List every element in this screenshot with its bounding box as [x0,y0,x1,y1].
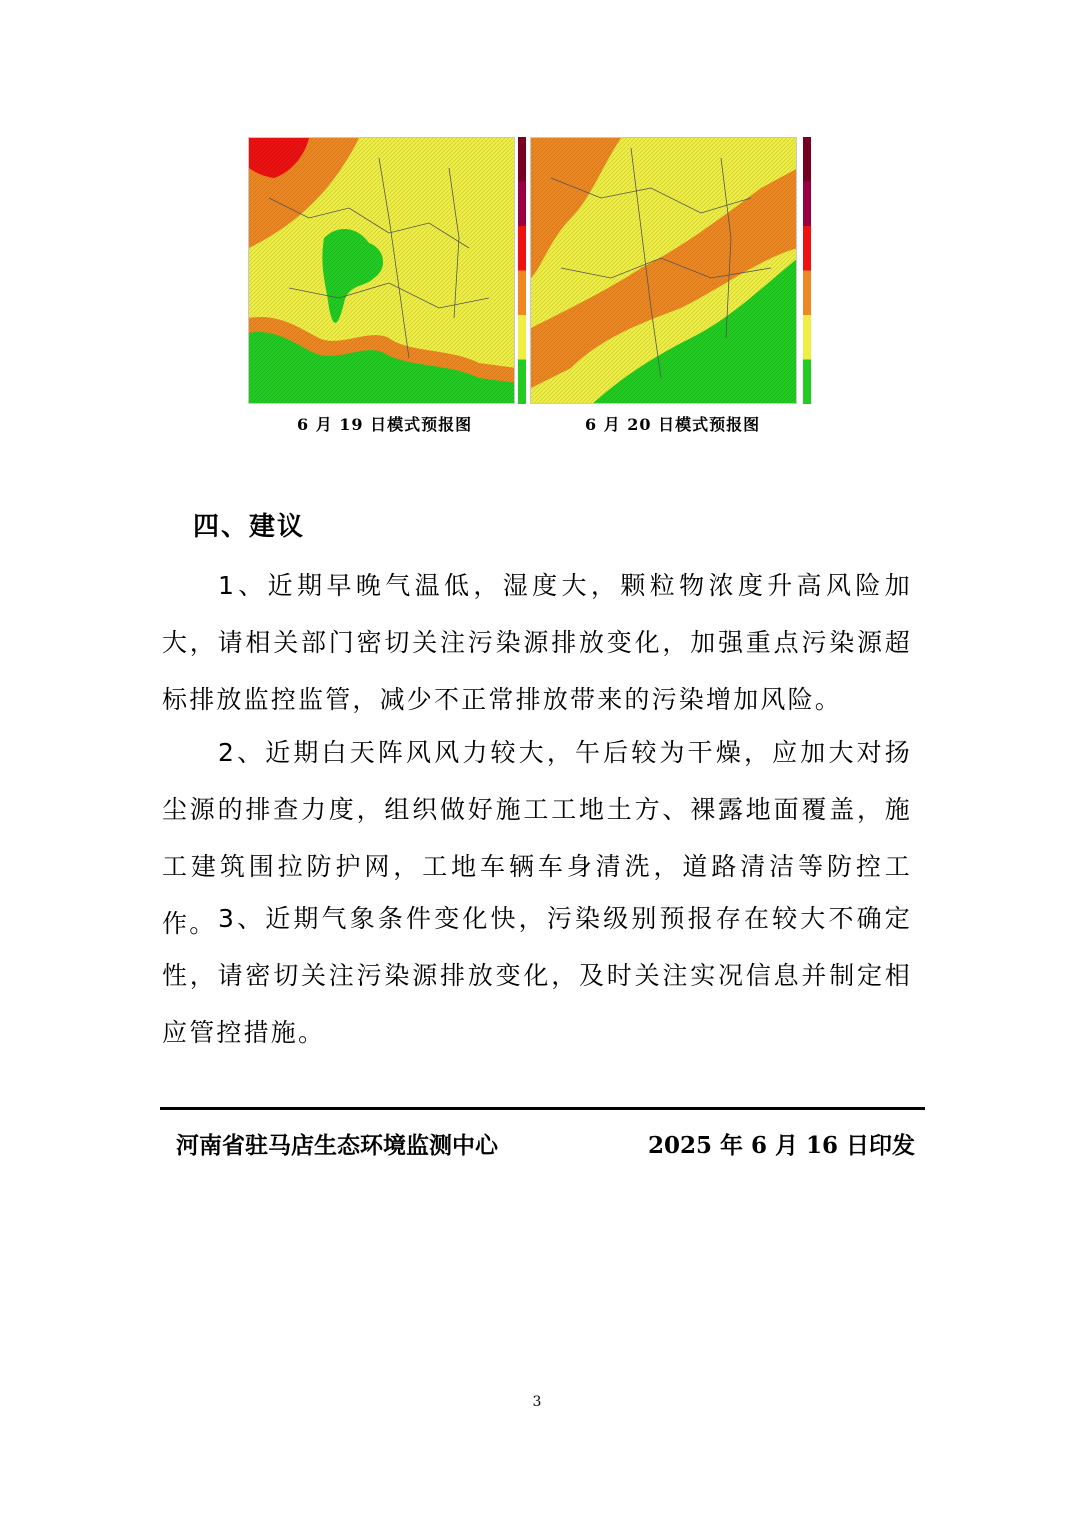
figure-caption: 6 月 20 日模式预报图 [585,415,761,434]
figure-caption: 6 月 19 日模式预报图 [297,415,473,434]
issue-date: 2025 年 6 月 16 日印发 [648,1132,916,1159]
recommendation-paragraph: 2、近期白天阵风风力较大，午后较为干燥，应加大对扬尘源的排查力度，组织做好施工工地土方、裸露地面覆盖，施工建筑围拉防护网，工地车辆车身清洗，道路清洁等防控工作。 [162,738,912,938]
page-number: 3 [532,1394,542,1410]
forecast-map-june-19 [248,137,515,404]
issuing-organization: 河南省驻马店生态环境监测中心 [176,1133,498,1159]
color-legend-bar [518,137,526,404]
color-legend-bar [803,137,811,404]
footer-divider [160,1107,925,1110]
recommendation-paragraph: 3、近期气象条件变化快，污染级别预报存在较大不确定性，请密切关注污染源排放变化，及时关注实况信息并制定相应管控措施。 [162,904,912,1047]
forecast-map-june-20 [530,137,797,404]
section-heading: 四、建议 [193,512,306,542]
recommendation-paragraph: 1、近期早晚气温低，湿度大，颗粒物浓度升高风险加大，请相关部门密切关注污染源排放变化，加强重点污染源超标排放监控监管，减少不正常排放带来的污染增加风险。 [162,571,912,714]
